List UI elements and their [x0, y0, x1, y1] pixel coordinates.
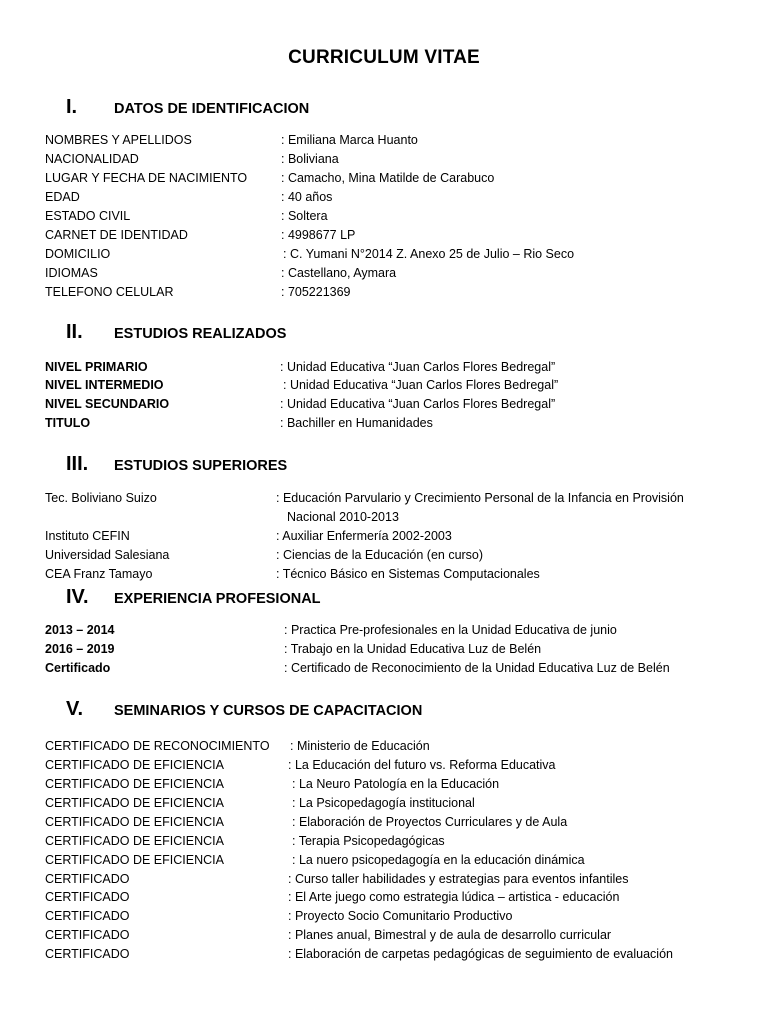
higher-study-row — [45, 489, 745, 527]
field-value: : Planes anual, Bimestral y de aula de desarrollo curricular — [288, 928, 612, 942]
field-value: : Ministerio de Educación — [290, 739, 430, 753]
study-row — [45, 395, 745, 414]
field-value: : Trabajo en la Unidad Educativa Luz de Belén — [284, 642, 542, 656]
field-value: : La Neuro Patología en la Educación — [292, 777, 500, 791]
field-label: Certificado — [45, 661, 111, 675]
seminar-row — [45, 926, 745, 945]
field-label: 2013 – 2014 — [45, 623, 115, 637]
identification-row — [45, 207, 745, 226]
field-value: : Elaboración de Proyectos Curriculares y de Aula — [292, 815, 568, 829]
field-value: : Curso taller habilidades y estrategias para eventos infantiles — [288, 872, 629, 886]
identification-row — [45, 131, 745, 150]
identification-row — [45, 188, 745, 207]
field-value: : Soltera — [281, 209, 328, 223]
field-label: NACIONALIDAD — [45, 152, 139, 166]
experience-row — [45, 640, 745, 659]
seminar-row — [45, 945, 745, 964]
field-label: NOMBRES Y APELLIDOS — [45, 133, 192, 147]
higher-study-row — [45, 527, 745, 546]
field-value: : Ciencias de la Educación (en curso) — [276, 548, 484, 562]
seminar-row — [45, 756, 745, 775]
field-value: : Unidad Educativa “Juan Carlos Flores Bedregal” — [280, 360, 556, 374]
seminar-row — [45, 888, 745, 907]
field-value: : Elaboración de carpetas pedagógicas de seguimiento de evaluación — [288, 947, 673, 961]
field-value: : Emiliana Marca Huanto — [281, 133, 418, 147]
field-value: : C. Yumani N°2014 Z. Anexo 25 de Julio – Rio Seco — [283, 247, 575, 261]
field-value: : La Educación del futuro vs. Reforma Educativa — [288, 758, 556, 772]
field-label: IDIOMAS — [45, 266, 98, 280]
field-value: : 40 años — [281, 190, 333, 204]
field-label: Tec. Boliviano Suizo — [45, 491, 157, 505]
field-value-continued: Nacional 2010-2013 — [287, 510, 399, 524]
field-value: : Castellano, Aymara — [281, 266, 397, 280]
section-number: I. — [66, 96, 78, 118]
field-label: CERTIFICADO DE EFICIENCIA — [45, 777, 224, 791]
field-label: NIVEL SECUNDARIO — [45, 397, 170, 411]
seminar-row — [45, 813, 745, 832]
seminar-row — [45, 870, 745, 889]
field-label: CEA Franz Tamayo — [45, 567, 153, 581]
section-title: ESTUDIOS REALIZADOS — [114, 326, 287, 342]
field-value: : Educación Parvulario y Crecimiento Personal de la Infancia en Provisión — [276, 491, 684, 505]
document-title: CURRICULUM VITAE — [288, 47, 480, 68]
field-label: NIVEL INTERMEDIO — [45, 378, 164, 392]
field-label: Universidad Salesiana — [45, 548, 170, 562]
field-label: CERTIFICADO DE RECONOCIMIENTO — [45, 739, 270, 753]
field-value: : La Psicopedagogía institucional — [292, 796, 475, 810]
higher-study-row — [45, 546, 745, 565]
field-label: CERTIFICADO — [45, 928, 130, 942]
seminar-row — [45, 907, 745, 926]
section-number: V. — [66, 698, 84, 720]
experience-row — [45, 621, 745, 640]
seminar-row — [45, 832, 745, 851]
identification-row — [45, 150, 745, 169]
field-label: CERTIFICADO DE EFICIENCIA — [45, 758, 224, 772]
field-label: CERTIFICADO — [45, 947, 130, 961]
field-label: CERTIFICADO DE EFICIENCIA — [45, 796, 224, 810]
field-value: : 4998677 LP — [281, 228, 356, 242]
seminar-row — [45, 851, 745, 870]
field-label: Instituto CEFIN — [45, 529, 130, 543]
section-title: SEMINARIOS Y CURSOS DE CAPACITACION — [114, 703, 423, 719]
identification-row — [45, 169, 745, 188]
section-title: DATOS DE IDENTIFICACION — [114, 101, 310, 117]
section-title: ESTUDIOS SUPERIORES — [114, 458, 288, 474]
higher-study-row — [45, 565, 745, 584]
study-row — [45, 358, 745, 377]
field-label: ESTADO CIVIL — [45, 209, 131, 223]
field-value: : Certificado de Reconocimiento de la Unidad Educativa Luz de Belén — [284, 661, 670, 675]
section-number: II. — [66, 321, 83, 343]
field-label: NIVEL PRIMARIO — [45, 360, 148, 374]
field-label: EDAD — [45, 190, 80, 204]
field-value: : Técnico Básico en Sistemas Computacionales — [276, 567, 540, 581]
field-label: 2016 – 2019 — [45, 642, 115, 656]
section-number: IV. — [66, 586, 89, 608]
section-number: III. — [66, 453, 89, 475]
field-value: : Auxiliar Enfermería 2002-2003 — [276, 529, 452, 543]
identification-row — [45, 245, 745, 264]
field-label: LUGAR Y FECHA DE NACIMIENTO — [45, 171, 248, 185]
field-label: CERTIFICADO — [45, 890, 130, 904]
field-label: DOMICILIO — [45, 247, 111, 261]
field-value: : Unidad Educativa “Juan Carlos Flores Bedregal” — [280, 397, 556, 411]
field-label: CARNET DE IDENTIDAD — [45, 228, 188, 242]
field-label: CERTIFICADO — [45, 872, 130, 886]
identification-row — [45, 226, 745, 245]
field-value: : Terapia Psicopedagógicas — [292, 834, 445, 848]
field-label: CERTIFICADO DE EFICIENCIA — [45, 853, 224, 867]
field-value: : Boliviana — [281, 152, 339, 166]
field-value: : Bachiller en Humanidades — [280, 416, 433, 430]
seminar-row — [45, 794, 745, 813]
field-value: : 705221369 — [281, 285, 351, 299]
seminar-row — [45, 775, 745, 794]
field-value: : Proyecto Socio Comunitario Productivo — [288, 909, 513, 923]
field-label: TITULO — [45, 416, 91, 430]
field-value: : Camacho, Mina Matilde de Carabuco — [281, 171, 495, 185]
identification-row — [45, 283, 745, 302]
field-value: : Unidad Educativa “Juan Carlos Flores Bedregal” — [283, 378, 559, 392]
field-label: CERTIFICADO DE EFICIENCIA — [45, 834, 224, 848]
field-label: CERTIFICADO — [45, 909, 130, 923]
identification-row — [45, 264, 745, 283]
experience-row — [45, 659, 745, 678]
field-label: TELEFONO CELULAR — [45, 285, 174, 299]
field-value: : El Arte juego como estrategia lúdica – artistica - educación — [288, 890, 620, 904]
study-row — [45, 376, 745, 395]
field-value: : Practica Pre-profesionales en la Unidad Educativa de junio — [284, 623, 617, 637]
seminar-row — [45, 737, 745, 756]
field-label: CERTIFICADO DE EFICIENCIA — [45, 815, 224, 829]
study-row — [45, 414, 745, 433]
section-title: EXPERIENCIA PROFESIONAL — [114, 591, 321, 607]
field-value: : La nuero psicopedagogía en la educación dinámica — [292, 853, 585, 867]
